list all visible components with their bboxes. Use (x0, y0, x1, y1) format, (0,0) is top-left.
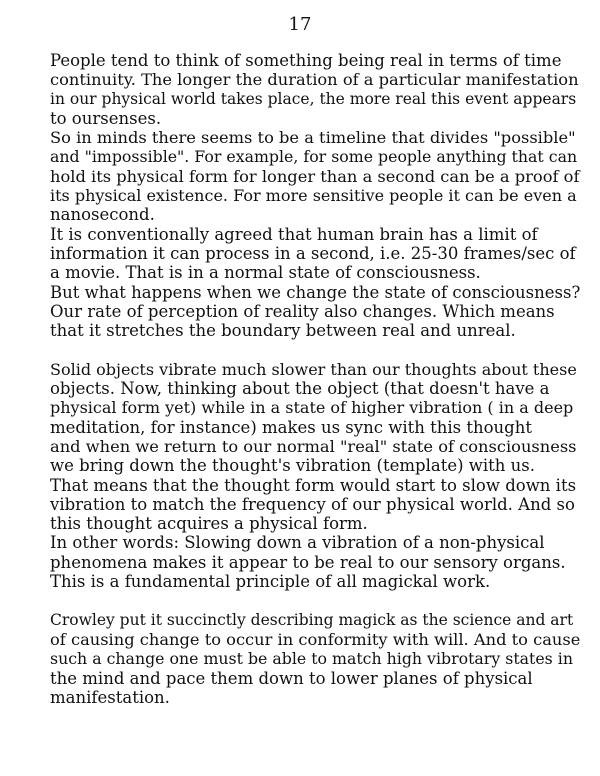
paragraph (50, 611, 580, 707)
text-line: People tend to think of something being real in terms of time (50, 51, 562, 70)
body-text (50, 51, 580, 707)
text-line: to oursenses. (50, 108, 162, 128)
text-line: hold its physical form for longer than a second can be a proof of (50, 166, 580, 186)
text-line: So in minds there seems to be a timeline that divides "possible" (50, 128, 576, 148)
paragraph (50, 360, 580, 476)
text-line: that it stretches the boundary between real and unreal. (50, 321, 516, 341)
text-line: its physical existence. For more sensitive people it can be even a (50, 186, 577, 206)
text-line: physical form yet) while in a state of higher vibration ( in a deep (50, 398, 574, 418)
text-line: manifestation. (50, 687, 170, 707)
text-line: This is a fundamental principle of all magickal work. (50, 572, 491, 592)
text-line: information it can process in a second, i.e. 25-30 frames/sec of (50, 243, 576, 263)
paragraph (50, 225, 580, 283)
text-line: In other words: Slowing down a vibration of a non-physical (50, 533, 545, 553)
paragraph-gap (50, 340, 580, 359)
text-line: a movie. That is in a normal state of consciousness. (50, 263, 481, 283)
text-line: But what happens when we change the state of consciousness? (50, 282, 581, 302)
text-line: in our physical world takes place, the more real this event appears (50, 89, 577, 108)
text-line: such a change one must be able to match high vibrotary states in (50, 649, 573, 669)
text-line: nanosecond. (50, 205, 155, 225)
text-line: the mind and pace them down to lower planes of physical (50, 668, 533, 688)
text-line: That means that the thought form would start to slow down its (50, 475, 577, 495)
paragraph (50, 476, 580, 534)
text-line: continuity. The longer the duration of a particular manifestation (50, 70, 579, 90)
paragraph (50, 533, 580, 591)
page-number: 17 (288, 14, 312, 35)
paragraph-gap (50, 591, 580, 610)
text-line: Our rate of perception of reality also changes. Which means (50, 301, 555, 321)
text-line: meditation, for instance) makes us sync with this thought (50, 417, 532, 437)
paragraph (50, 128, 580, 224)
paragraph (50, 283, 580, 341)
text-line: objects. Now, thinking about the object (that doesn't have a (50, 379, 550, 399)
text-line: and when we return to our normal "real" state of consciousness (50, 436, 577, 456)
text-line: phenomena makes it appear to be real to our sensory organs. (50, 552, 566, 572)
paragraph (50, 51, 580, 128)
text-line: we bring down the thought's vibration (template) with us. (50, 456, 536, 476)
text-line: It is conventionally agreed that human brain has a limit of (50, 224, 538, 244)
text-line: of causing change to occur in conformity with will. And to cause (50, 629, 581, 649)
text-line: and "impossible". For example, for some people anything that can (50, 147, 578, 167)
text-line: vibration to match the frequency of our physical world. And so (50, 494, 575, 514)
text-line: Crowley put it succinctly describing magick as the science and art (50, 610, 574, 629)
text-line: Solid objects vibrate much slower than our thoughts about these (50, 359, 577, 379)
text-line: this thought acquires a physical form. (50, 514, 368, 534)
